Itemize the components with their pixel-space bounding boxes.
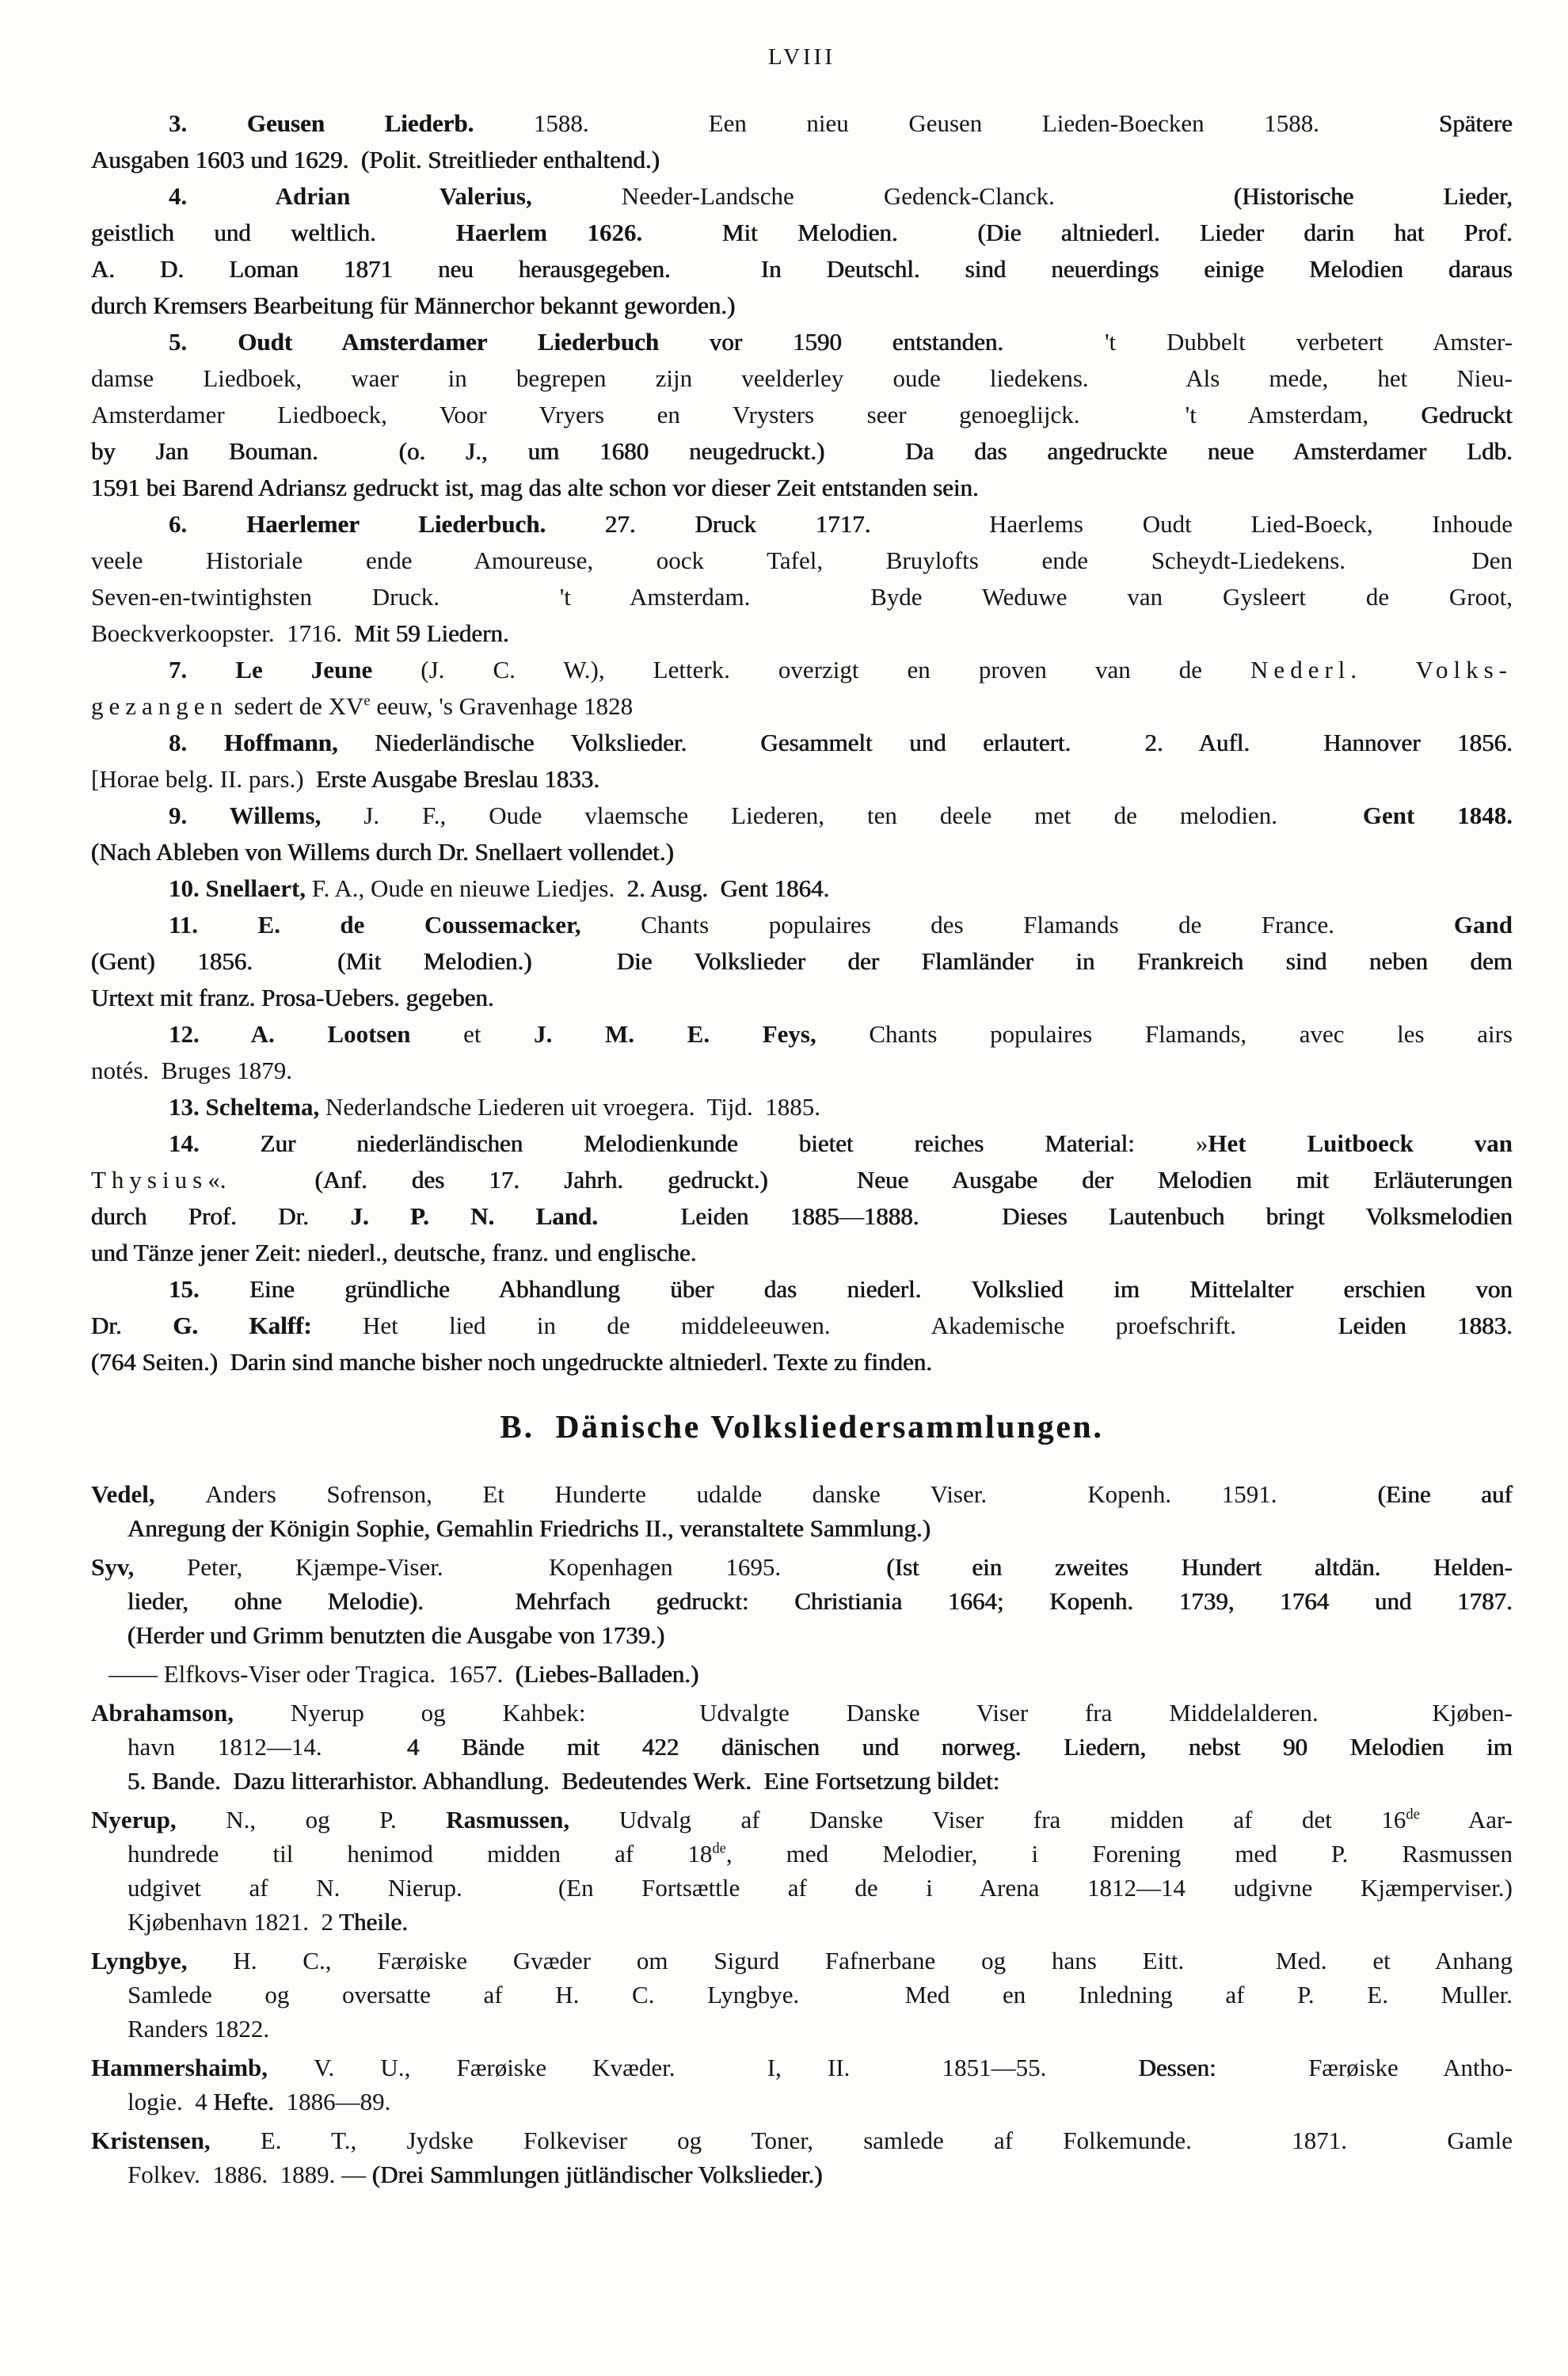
entry-8-hoffmann [91, 725, 1513, 798]
text-segment-frak: lieder, ohne Melodie). Mehrfach gedruckt: Christiania 1664; Kopenh. 1739, 1764 und 1787. [127, 1587, 1513, 1615]
entry-nyerup-rasmussen [91, 1803, 1513, 1939]
text-segment-roman: Haerlems Oudt Lied-Boeck, Inhoude [989, 510, 1513, 538]
text-segment-frak: Urtext mit franz. Prosa-Uebers. gegeben. [91, 984, 494, 1011]
text-segment-bold: 4. Adrian Valerius, [169, 182, 622, 210]
text-line [91, 615, 1513, 652]
text-segment-frak: Niederländische Volkslieder. Gesammelt und erlautert. 2. Aufl. Hannover 1856. [375, 729, 1513, 756]
text-segment-roman: logie. 4 [127, 2088, 214, 2115]
text-line [91, 470, 1513, 506]
text-segment-frakbold: Haerlemer Liederbuch. [246, 510, 605, 538]
text-line [91, 1344, 1513, 1380]
text-line [91, 287, 1513, 324]
text-segment-roman: , med Melodier, i Forening med P. Rasmussen [725, 1840, 1513, 1868]
text-line [91, 907, 1513, 943]
text-segment-bold: 5. [169, 328, 238, 356]
text-segment-bold: 14. [169, 1129, 261, 1157]
text-segment-bold: 8. [169, 729, 224, 756]
text-segment-frak: Zur niederländischen Melodienkunde bietet reiches Material: [260, 1129, 1196, 1157]
text-segment-frak: (Herder und Grimm benutzten die Ausgabe von 1739.) [127, 1621, 665, 1649]
text-line [91, 178, 1513, 215]
text-segment-frak: A. D. Loman 1871 neu herausgegeben. In Deutschl. sind neuerdings einige Melodien daraus [91, 255, 1513, 283]
text-segment-frak: (Liebes-Balladen.) [515, 1660, 699, 1688]
text-segment-roman: [Horae belg. II. pars.) [91, 765, 317, 793]
text-segment-bold: 3. [169, 109, 247, 137]
text-segment-roman: Seven-en-twintighsten Druck. 't Amsterdam. Byde Weduwe van Gysleert de Groot, [91, 583, 1513, 611]
text-segment-frak: Leiden 1883. [1338, 1312, 1513, 1339]
text-line [91, 1162, 1513, 1198]
text-segment-frak: Eine gründliche Abhandlung über das niederl. Volkslied im Mittelalter erschien von [249, 1275, 1513, 1303]
text-segment-bold: Nyerup, [91, 1806, 226, 1833]
text-segment-frak: Theile. [339, 1908, 409, 1936]
text-segment-roman: Aar- [1419, 1806, 1513, 1833]
text-segment-roman: Nyerup og Kahbek: Udvalgte Danske Viser fra Middelalderen. Kjøben- [290, 1699, 1513, 1727]
text-segment-frak: Hefte. [213, 2088, 287, 2115]
text-segment-frak: by Jan Bouman. (o. J., um 1680 neugedruckt.) Da das angedruckte neue Amsterdamer Ldb. [91, 437, 1513, 465]
text-line [91, 251, 1513, 287]
page-number-header: LVIII [768, 44, 835, 70]
text-segment-frak: (Nach Ableben von Willems durch Dr. Snellaert vollendet.) [91, 838, 674, 866]
text-segment-roman: sedert de XV [228, 692, 364, 720]
entry-9-willems [91, 798, 1513, 870]
text-line [91, 324, 1513, 360]
text-line [91, 1308, 1513, 1344]
text-segment-roman: (J. C. W.), Letterk. overzigt en proven van de [421, 656, 1251, 683]
text-segment-bold: Gent 1848. [1362, 802, 1513, 829]
text-segment-roman: 1588. Een nieu Geusen Lieden-Boecken 1588. [533, 109, 1440, 137]
text-segment-sup: e [363, 692, 371, 710]
text-segment-roman: damse Liedboek, waer in begrepen zijn veelderley oude liedekens. Als mede, het Nieu- [91, 364, 1513, 392]
text-segment-bold: Rasmussen, [446, 1806, 619, 1833]
text-segment-roman: et [463, 1020, 535, 1048]
text-segment-roman: Nederlandsche Liederen uit vroegera. Tijd. 1885. [325, 1093, 821, 1121]
text-segment-roman: N., og P. [226, 1806, 447, 1833]
text-segment-frak: durch Prof. Dr. [91, 1202, 351, 1230]
text-segment-frakbold: Geusen Liederb. [246, 109, 534, 137]
text-segment-roman: —— Elfkovs-Viser oder Tragica. 1657. [108, 1660, 516, 1688]
text-segment-frakbold: Dänische Volksliedersammlungen. [555, 1408, 1104, 1445]
text-segment-roman: Folkev. 1886. 1889. — [127, 2161, 372, 2188]
text-line [91, 543, 1513, 579]
text-line [91, 142, 1513, 178]
text-line [91, 834, 1513, 870]
text-segment-frakbold: Hoffmann, [223, 729, 375, 756]
text-segment-frak: und Tänze jener Zeit: niederl., deutsche, franz. und englische. [91, 1239, 697, 1266]
entry-15-kalff [91, 1271, 1513, 1380]
text-line [91, 1404, 1513, 1449]
text-segment-bold: Het Luitboeck van [1208, 1129, 1513, 1157]
text-segment-roman: 't Dubbelt verbetert Amster- [1104, 328, 1513, 356]
text-segment-frak: vor 1590 entstanden. [709, 328, 1105, 356]
text-segment-bold: Lyngbye, [91, 1947, 234, 1974]
text-line [91, 1837, 1513, 1871]
text-line [91, 1198, 1513, 1235]
text-line [91, 761, 1513, 798]
text-line [91, 1235, 1513, 1271]
text-segment-roman: Amsterdamer Liedboeck, Voor Vryers en Vrysters seer genoeglijck. 't Amsterdam, [91, 401, 1421, 428]
text-segment-roman: notés. Bruges 1879. [91, 1057, 293, 1084]
text-line [91, 1978, 1513, 2012]
text-line [91, 579, 1513, 615]
text-line [91, 1657, 1513, 1691]
text-segment-bold: Kristensen, [91, 2127, 261, 2154]
text-segment-frakbold: Oudt Amsterdamer Liederbuch [238, 328, 710, 356]
text-segment-roman: V. U., Færøiske Kvæder. I, II. 1851—55. [314, 2054, 1139, 2081]
text-line [91, 1477, 1513, 1511]
text-line [91, 1089, 1513, 1125]
text-segment-frak: Leiden 1885—1888. Dieses Lautenbuch bringt Volksmelodien [639, 1202, 1513, 1230]
text-segment-roman: udgivet af N. Nierup. (En Fortsættle af de i Arena 1812—14 udgivne Kjæmperviser.) [127, 1874, 1513, 1902]
text-segment-frak: 27. Druck 1717. [605, 510, 990, 538]
text-line [91, 105, 1513, 142]
text-segment-bold: Haerlem 1626. [455, 219, 723, 246]
text-segment-roman: havn 1812—14. [127, 1733, 407, 1761]
text-segment-frak: (Drei Sammlungen jütländischer Volkslieder.) [371, 2161, 823, 2188]
entry-kristensen [91, 2123, 1513, 2191]
text-line [91, 397, 1513, 433]
text-segment-bold: J. M. E. Feys, [534, 1020, 870, 1048]
text-segment-frak: (Gent) 1856. (Mit Melodien.) Die Volkslieder der Flamländer in Frankreich sind neben dem [91, 947, 1513, 975]
entry-hammershaimb [91, 2050, 1513, 2119]
text-line [91, 360, 1513, 397]
text-segment-bold: Syv, [91, 1553, 187, 1581]
text-line [91, 943, 1513, 980]
text-line [91, 2012, 1513, 2046]
text-segment-frak: 5. Bande. Dazu litterarhistor. Abhandlung. Bedeutendes Werk. Eine Fortsetzung bildet: [127, 1767, 1000, 1795]
entry-10-snellaert [91, 870, 1513, 907]
text-segment-bold: 10. Snellaert, [169, 874, 312, 902]
text-segment-bold: Abrahamson, [91, 1699, 291, 1727]
text-segment-frak: (Ist ein zweites Hundert altdän. Helden- [886, 1553, 1513, 1581]
entry-14-luitboeck-van-thysius [91, 1125, 1513, 1271]
text-line [91, 688, 1513, 725]
text-segment-sup: de [712, 1840, 726, 1857]
text-line [91, 1764, 1513, 1798]
text-segment-frak: Ausgaben 1603 und 1629. (Polit. Streitlieder enthaltend.) [91, 146, 660, 173]
text-line [91, 1053, 1513, 1089]
text-segment-roman: Het lied in de middeleeuwen. Akademische proefschrift. [362, 1312, 1338, 1339]
entry-7-le-jeune [91, 652, 1513, 725]
text-segment-roman: J. F., Oude vlaemsche Liederen, ten deele met de melodien. [363, 802, 1363, 829]
text-segment-roman: Kjøbenhavn 1821. 2 [127, 1908, 340, 1936]
text-segment-bold: 11. E. de Coussemacker, [169, 911, 641, 939]
text-segment-bold: Hammershaimb, [91, 2054, 314, 2081]
entry-vedel [91, 1477, 1513, 1545]
text-segment-frak: Mit Melodien. (Die altniederl. Lieder darin hat Prof. [722, 219, 1513, 246]
entry-12-lootsen-feys [91, 1016, 1513, 1089]
entry-4-adrian-valerius [91, 178, 1513, 324]
entry-3-geusen-liederb [91, 105, 1513, 178]
text-segment-roman: «. [207, 1166, 315, 1194]
text-segment-sup: de [1406, 1806, 1420, 1823]
text-segment-roman: B. [500, 1408, 556, 1445]
section-b-title [91, 1404, 1513, 1449]
text-line [91, 798, 1513, 834]
text-segment-bold: Vedel, [91, 1480, 206, 1508]
text-segment-roman: hundrede til henimod midden af 18 [127, 1840, 713, 1868]
text-line [91, 1511, 1513, 1545]
text-line [91, 2050, 1513, 2085]
text-segment-bold: Gand [1453, 911, 1513, 939]
text-segment-frak: 2. Ausg. Gent 1864. [626, 874, 830, 902]
text-segment-roman: Samlede og oversatte af H. C. Lyngbye. Med en Inledning af P. E. Muller. [127, 1981, 1513, 2009]
text-segment-spaced: Thysius [91, 1166, 208, 1194]
text-segment-roman: Udvalg af Danske Viser fra midden af det 16 [618, 1806, 1406, 1833]
text-segment-frak: (Eine auf [1377, 1480, 1513, 1508]
text-line [91, 1730, 1513, 1764]
text-line [91, 1803, 1513, 1837]
text-segment-frak: Erste Ausgabe Breslau 1833. [316, 765, 600, 793]
text-line [91, 1944, 1513, 1978]
text-line [91, 1905, 1513, 1939]
text-segment-frakbold: G. Kalff: [173, 1312, 363, 1339]
text-segment-bold: 6. [169, 510, 247, 538]
text-segment-roman: Needer-Landsche Gedenck-Clanck. [621, 182, 1235, 210]
text-line [91, 1016, 1513, 1053]
text-segment-bold: 12. A. Lootsen [169, 1020, 464, 1048]
text-line [91, 2123, 1513, 2157]
text-segment-roman: H. C., Færøiske Gvæder om Sigurd Fafnerbane og hans Eitt. Med. et Anhang [233, 1947, 1513, 1974]
text-segment-frak: Mit 59 Liedern. [354, 619, 509, 647]
text-segment-roman: veele Historiale ende Amoureuse, oock Tafel, Bruylofts ende Scheydt-Liedekens. Den [91, 546, 1513, 574]
text-segment-bold: 13. Scheltema, [169, 1093, 326, 1121]
text-segment-frak: geistlich und weltlich. [91, 219, 456, 246]
text-line [91, 1871, 1513, 1905]
text-segment-bold: 7. Le Jeune [169, 656, 421, 683]
text-line [91, 1125, 1513, 1162]
text-line [91, 725, 1513, 761]
entry-5-oudt-amsterdamer-liederbuch [91, 324, 1513, 506]
text-segment-roman: Chants populaires des Flamands de France. [641, 911, 1454, 939]
text-segment-roman: Færøiske Antho- [1308, 2054, 1513, 2081]
text-segment-roman: E. T., Jydske Folkeviser og Toner, samlede af Folkemunde. 1871. Gamle [260, 2127, 1513, 2154]
text-line [91, 980, 1513, 1016]
text-segment-frak: (Anf. des 17. Jahrh. gedruckt.) Neue Ausgabe der Melodien mit Erläuterungen [314, 1166, 1513, 1194]
text-segment-frak: Anregung der Königin Sophie, Gemahlin Friedrichs II., veranstaltete Sammlung.) [127, 1514, 931, 1542]
text-segment-frak: (764 Seiten.) Darin sind manche bisher noch ungedruckte altniederl. Texte zu finden. [91, 1348, 933, 1376]
text-segment-roman: F. A., Oude en nieuwe Liedjes. [311, 874, 627, 902]
text-segment-bold: 9. Willems, [169, 802, 364, 829]
text-segment-frak: durch Kremsers Bearbeitung für Männerchor bekannt geworden.) [91, 291, 736, 319]
text-segment-frak: 4 Bände mit 422 dänischen und norweg. Liedern, nebst 90 Melodien im [406, 1733, 1513, 1761]
entry-lyngbye [91, 1944, 1513, 2046]
text-line [91, 652, 1513, 688]
entry-13-scheltema [91, 1089, 1513, 1125]
text-line [91, 2157, 1513, 2191]
text-segment-frakbold: J. P. N. Land. [350, 1202, 640, 1230]
text-segment-roman: Boeckverkoopster. 1716. [91, 619, 355, 647]
text-segment-roman: Chants populaires Flamands, avec les airs [869, 1020, 1513, 1048]
text-line [91, 2085, 1513, 2119]
text-segment-bold: 15. [169, 1275, 250, 1303]
text-segment-spaced: gezangen [91, 692, 229, 720]
text-line [91, 1550, 1513, 1584]
text-line [91, 1271, 1513, 1308]
text-segment-roman: Randers 1822. [127, 2015, 270, 2043]
text-line [91, 1584, 1513, 1618]
text-line [91, 1618, 1513, 1652]
entry-abrahamson [91, 1696, 1513, 1798]
text-segment-roman: Anders Sofrenson, Et Hunderte udalde danske Viser. Kopenh. 1591. [205, 1480, 1378, 1508]
text-segment-roman: Peter, Kjæmpe-Viser. Kopenhagen 1695. [186, 1553, 887, 1581]
text-segment-frak: 1591 bei Barend Adriansz gedruckt ist, mag das alte schon vor dieser Zeit entstanden sein. [91, 474, 979, 501]
document-body [91, 105, 1513, 2191]
text-line [91, 870, 1513, 907]
entry-11-de-coussemacker [91, 907, 1513, 1016]
entry-6-haerlemer-liederbuch [91, 506, 1513, 652]
text-line [91, 433, 1513, 470]
text-segment-frak: Gedruckt [1421, 401, 1513, 428]
text-segment-spaced: Nederl. Volks- [1250, 656, 1513, 683]
entry-elfkovs-viser [91, 1657, 1513, 1691]
text-line [91, 506, 1513, 543]
text-segment-frak: Spätere [1439, 109, 1513, 137]
text-segment-roman: eeuw, 's Gravenhage 1828 [370, 692, 634, 720]
text-segment-roman: » [1195, 1129, 1208, 1157]
text-line [91, 215, 1513, 251]
text-segment-frak: Dr. [91, 1312, 173, 1339]
text-segment-frak: Dessen: [1138, 2054, 1309, 2081]
text-segment-frak: (Historische Lieder, [1234, 182, 1513, 210]
text-line [91, 1696, 1513, 1730]
entry-syv [91, 1550, 1513, 1652]
text-segment-roman: 1886—89. [286, 2088, 391, 2115]
